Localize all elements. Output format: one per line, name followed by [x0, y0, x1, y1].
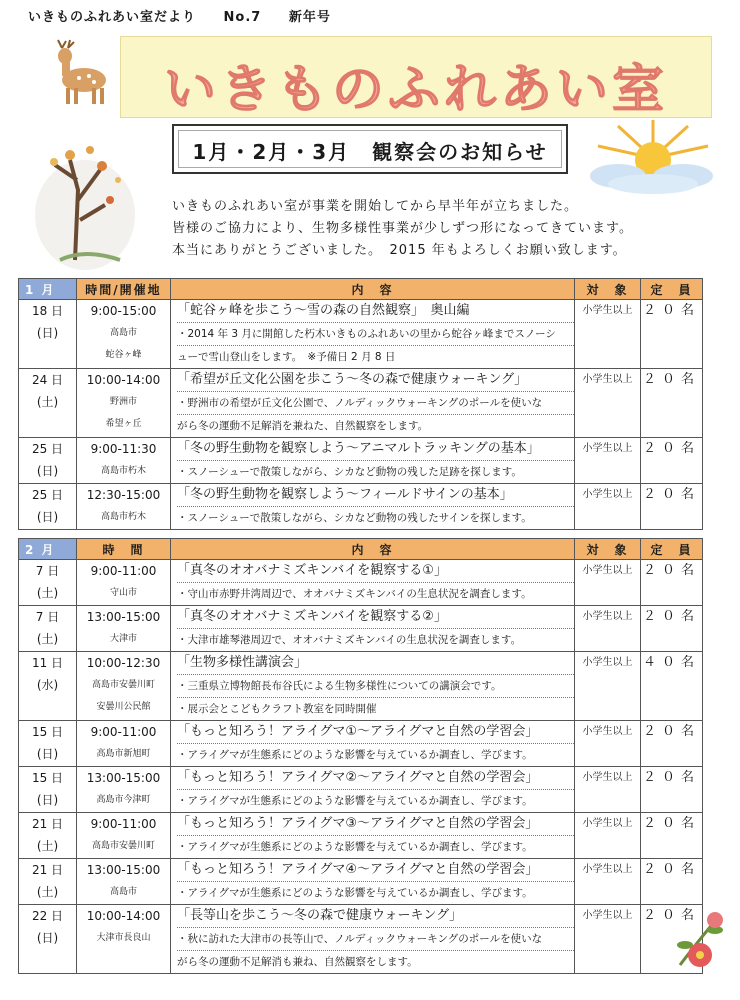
intro-line: 本当にありがとうございました。 2015 年もよろしくお願い致します。	[172, 243, 627, 258]
event-description: がら冬の運動不足解消を兼ねた、自然観察をします。	[177, 420, 429, 432]
event-title: 「もっと知ろう！アライグマ④～アライグマと自然の学習会」	[177, 859, 574, 882]
capacity-header: 定 員	[641, 539, 703, 560]
event-date: 25 日	[31, 442, 64, 456]
content-header: 内 容	[171, 539, 575, 560]
table-row	[19, 300, 703, 369]
event-place: 蛇谷ヶ峰	[105, 350, 142, 360]
event-place: 安曇川公民館	[96, 702, 151, 712]
event-place: 高島市今津町	[96, 795, 151, 805]
event-description: ・大津市雄琴港周辺で、オオバナミズキンバイの生息状況を調査します。	[177, 634, 522, 646]
intro-line: いきものふれあい室が事業を開始してから早半年が立ちました。	[172, 199, 579, 214]
table-row	[19, 767, 703, 813]
subtitle: 1月・2月・3月 観察会のお知らせ	[192, 140, 548, 164]
event-time: 9:00-15:00	[90, 304, 157, 318]
month-label: 2 月	[19, 539, 77, 560]
event-title: 「長等山を歩こう～冬の森で健康ウォーキング」	[177, 905, 574, 928]
table-header-row	[19, 279, 703, 300]
event-place: 高島市朽木	[100, 512, 146, 522]
event-capacity: ２０名	[642, 372, 700, 387]
event-date: 25 日	[31, 488, 64, 502]
event-weekday: (土)	[36, 395, 59, 409]
table-row	[19, 606, 703, 652]
event-capacity: ２０名	[642, 770, 700, 785]
table-row	[19, 905, 703, 974]
event-weekday: (日)	[36, 793, 59, 807]
event-target: 小学生以上	[582, 489, 633, 500]
event-description: ・アライグマが生態系にどのような影響を与えているか調査し、学びます。	[177, 795, 533, 807]
event-target: 小学生以上	[582, 818, 633, 829]
newsletter-header	[28, 6, 353, 25]
event-date: 15 日	[31, 771, 64, 785]
event-title: 「もっと知ろう！アライグマ②～アライグマと自然の学習会」	[177, 767, 574, 790]
table-row	[19, 484, 703, 530]
deer-illustration	[44, 38, 114, 108]
event-description: ・展示会とこどもクラフト教室を同時開催	[177, 703, 377, 715]
intro-line: 皆様のご協力により、生物多様性事業が少しずつ形になってきています。	[172, 221, 633, 236]
event-description: ・スノーシューで散策しながら、シカなど動物の残したサインを探します。	[177, 512, 532, 524]
table-row	[19, 721, 703, 767]
event-capacity: ４０名	[642, 655, 700, 670]
event-place: 野洲市	[109, 397, 137, 407]
event-description: ューで雪山登山をします。 ※予備日 2 月 8 日	[177, 351, 396, 363]
event-time: 9:00-11:00	[90, 725, 157, 739]
subtitle-box	[172, 124, 568, 174]
event-target: 小学生以上	[582, 772, 633, 783]
target-header: 対 象	[575, 279, 641, 300]
event-capacity: ２０名	[642, 609, 700, 624]
content-header: 内 容	[171, 279, 575, 300]
event-time: 9:00-11:00	[90, 564, 157, 578]
event-title: 「真冬のオオバナミズキンバイを観察する①」	[177, 560, 574, 583]
event-time: 10:00-12:30	[86, 656, 161, 670]
event-time: 12:30-15:00	[86, 488, 161, 502]
event-target: 小学生以上	[582, 611, 633, 622]
table-row	[19, 369, 703, 438]
event-capacity: ２０名	[642, 563, 700, 578]
event-place: 高島市	[109, 328, 137, 338]
event-weekday: (日)	[36, 931, 59, 945]
table-row	[19, 813, 703, 859]
table-row	[19, 652, 703, 721]
event-title: 「もっと知ろう！アライグマ③～アライグマと自然の学習会」	[177, 813, 574, 836]
time-header: 時 間	[77, 539, 171, 560]
event-weekday: (水)	[36, 678, 59, 692]
event-capacity: ２０名	[642, 816, 700, 831]
month-label: 1 月	[19, 279, 77, 300]
event-place: 高島市新旭町	[96, 749, 151, 759]
event-place: 希望ヶ丘	[105, 419, 142, 429]
table-header-row	[19, 539, 703, 560]
event-capacity: ２０名	[642, 303, 700, 318]
event-time: 9:00-11:00	[90, 817, 157, 831]
event-target: 小学生以上	[582, 305, 633, 316]
event-time: 9:00-11:30	[90, 442, 157, 456]
event-description: ・アライグマが生態系にどのような影響を与えているか調査し、学びます。	[177, 749, 533, 761]
event-capacity: ２０名	[642, 908, 700, 923]
event-target: 小学生以上	[582, 443, 633, 454]
camellia-illustration	[670, 905, 730, 975]
event-weekday: (日)	[36, 464, 59, 478]
event-weekday: (土)	[36, 839, 59, 853]
target-header: 対 象	[575, 539, 641, 560]
event-target: 小学生以上	[582, 374, 633, 385]
issue-label: 新年号	[288, 10, 331, 25]
event-weekday: (土)	[36, 586, 59, 600]
event-date: 24 日	[31, 373, 64, 387]
event-description: がら冬の運動不足解消も兼ね、自然観察をします。	[177, 956, 418, 968]
event-capacity: ２０名	[642, 724, 700, 739]
event-title: 「真冬のオオバナミズキンバイを観察する②」	[177, 606, 574, 629]
event-place: 高島市安曇川町	[91, 841, 155, 851]
event-target: 小学生以上	[582, 726, 633, 737]
table-row	[19, 859, 703, 905]
event-description: ・秋に訪れた大津市の長等山で、ノルディックウォーキングのポールを使いな	[177, 928, 574, 951]
intro-text	[172, 196, 633, 262]
event-title: 「もっと知ろう！アライグマ①～アライグマと自然の学習会」	[177, 721, 574, 744]
event-place: 守山市	[109, 588, 137, 598]
event-place: 大津市	[109, 634, 137, 644]
event-weekday: (日)	[36, 747, 59, 761]
event-time: 13:00-15:00	[86, 863, 161, 877]
event-capacity: ２０名	[642, 862, 700, 877]
event-description: ・野洲市の希望が丘文化公園で、ノルディックウォーキングのポールを使いな	[177, 392, 574, 415]
event-place: 大津市長良山	[96, 933, 151, 943]
event-description: ・アライグマが生態系にどのような影響を与えているか調査し、学びます。	[177, 841, 533, 853]
event-title: 「蛇谷ヶ峰を歩こう～雪の森の自然観察」 奥山編	[177, 300, 574, 323]
capacity-header: 定 員	[641, 279, 703, 300]
event-place: 高島市安曇川町	[91, 680, 155, 690]
table-row	[19, 438, 703, 484]
event-title: 「冬の野生動物を観察しよう～アニマルトラッキングの基本」	[177, 438, 574, 461]
event-target: 小学生以上	[582, 657, 633, 668]
event-description: ・2014 年 3 月に開館した朽木いきものふれあいの里から蛇谷ヶ峰までスノーシ	[177, 323, 574, 346]
event-title: 「生物多様性講演会」	[177, 652, 574, 675]
event-target: 小学生以上	[582, 565, 633, 576]
event-date: 7 日	[35, 610, 60, 624]
event-weekday: (土)	[36, 632, 59, 646]
event-date: 7 日	[35, 564, 60, 578]
event-time: 13:00-15:00	[86, 771, 161, 785]
february-schedule-table	[18, 538, 703, 974]
table-row	[19, 560, 703, 606]
event-title: 「冬の野生動物を観察しよう～フィールドサインの基本」	[177, 484, 574, 507]
january-schedule-table	[18, 278, 703, 530]
newsletter-name: いきものふれあい室だより	[28, 10, 197, 25]
page-title: いきものふれあい室	[163, 60, 668, 120]
event-date: 18 日	[31, 304, 64, 318]
event-weekday: (日)	[36, 510, 59, 524]
event-target: 小学生以上	[582, 864, 633, 875]
event-capacity: ２０名	[642, 441, 700, 456]
event-time: 10:00-14:00	[86, 909, 161, 923]
time-header: 時間/開催地	[77, 279, 171, 300]
event-weekday: (土)	[36, 885, 59, 899]
event-time: 13:00-15:00	[86, 610, 161, 624]
event-date: 11 日	[31, 656, 64, 670]
event-time: 10:00-14:00	[86, 373, 161, 387]
event-date: 21 日	[31, 863, 64, 877]
event-weekday: (日)	[36, 326, 59, 340]
event-date: 21 日	[31, 817, 64, 831]
winter-tree-illustration	[30, 120, 140, 270]
event-target: 小学生以上	[582, 910, 633, 921]
event-description: ・守山市赤野井湾周辺で、オオバナミズキンバイの生息状況を調査します。	[177, 588, 532, 600]
event-title: 「希望が丘文化公園を歩こう～冬の森で健康ウォーキング」	[177, 369, 574, 392]
title-banner	[120, 36, 712, 118]
event-description: ・アライグマが生態系にどのような影響を与えているか調査し、学びます。	[177, 887, 533, 899]
event-description: ・スノーシューで散策しながら、シカなど動物の残した足跡を探します。	[177, 466, 522, 478]
event-capacity: ２０名	[642, 487, 700, 502]
sunrise-illustration	[588, 118, 718, 198]
event-place: 高島市朽木	[100, 466, 146, 476]
event-date: 15 日	[31, 725, 64, 739]
event-description: ・三重県立博物館長布谷氏による生物多様性についての講演会です。	[177, 675, 574, 698]
issue-number: No.7	[223, 10, 262, 25]
event-place: 高島市	[109, 887, 137, 897]
event-date: 22 日	[31, 909, 64, 923]
